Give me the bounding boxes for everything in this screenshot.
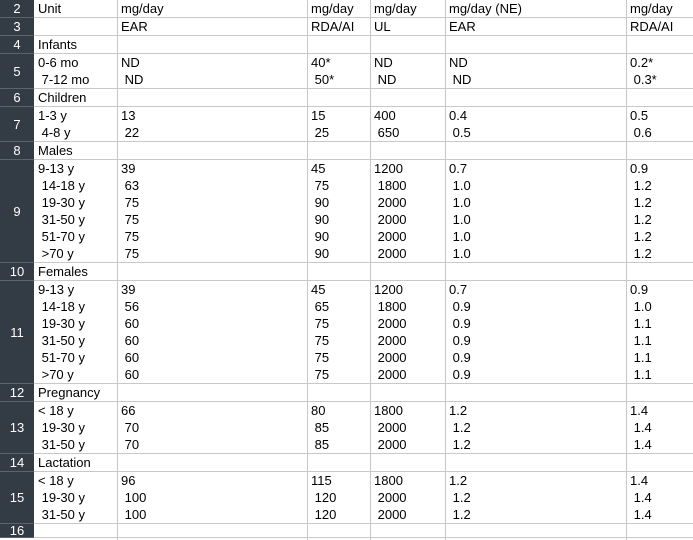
cell-niacin-rda-ai[interactable]: 1.4 (630, 473, 649, 488)
cell-unit[interactable]: 9-13 y (38, 282, 75, 297)
cell-niacin-ear[interactable] (446, 384, 627, 401)
cell-unit[interactable]: 19-30 y (38, 316, 85, 331)
cell-rda-ai[interactable]: 90 (311, 195, 330, 210)
cell-ul[interactable]: 2000 (374, 333, 407, 348)
cell-ear[interactable] (118, 89, 308, 106)
cell-ear[interactable]: ND (121, 55, 140, 70)
cell-niacin-rda-ai[interactable]: 0.5 (630, 108, 649, 123)
cell-niacin-rda-ai[interactable]: 1.2 (630, 246, 652, 261)
cell-ul[interactable]: 2000 (374, 437, 407, 452)
cell-niacin-ear[interactable]: 1.2 (449, 403, 468, 418)
cell-niacin-ear[interactable]: EAR (449, 19, 476, 34)
cell-niacin-ear[interactable]: 1.2 (449, 490, 471, 505)
cell-niacin-ear[interactable]: 0.9 (449, 350, 471, 365)
cell-unit[interactable]: >70 y (38, 246, 74, 261)
cell-unit[interactable]: Infants (38, 37, 78, 52)
cell-niacin-rda-ai[interactable] (627, 524, 693, 540)
cell-rda-ai[interactable]: 75 (311, 316, 330, 331)
cell-ul[interactable]: 2000 (374, 367, 407, 382)
cell-unit[interactable]: Males (38, 143, 73, 158)
cell-ear[interactable]: mg/day (121, 1, 164, 16)
cell-ear[interactable] (118, 263, 308, 280)
cell-rda-ai[interactable]: 45 (311, 161, 326, 176)
cell-niacin-ear[interactable] (446, 89, 627, 106)
cell-niacin-rda-ai[interactable]: RDA/AI (630, 19, 674, 34)
cell-unit[interactable]: Unit (38, 1, 62, 16)
row-header[interactable]: 3 (0, 18, 34, 36)
cell-ul[interactable] (371, 36, 446, 53)
cell-ul[interactable]: 2000 (374, 350, 407, 365)
column-gridline (117, 0, 118, 540)
cell-unit[interactable]: < 18 y (38, 473, 74, 488)
row-header[interactable]: 15 (0, 472, 34, 524)
cell-rda-ai[interactable]: 50* (311, 72, 335, 87)
cell-ul[interactable]: mg/day (374, 1, 417, 16)
cell-niacin-ear[interactable] (446, 36, 627, 53)
cell-rda-ai[interactable]: 85 (311, 420, 330, 435)
cell-ear[interactable]: 100 (121, 507, 147, 522)
cell-ul[interactable]: 1800 (374, 473, 403, 488)
cell-unit[interactable]: 51-70 y (38, 229, 85, 244)
cell-unit[interactable]: < 18 y (38, 403, 74, 418)
cell-niacin-rda-ai[interactable]: 1.2 (630, 178, 652, 193)
cell-unit[interactable]: 19-30 y (38, 420, 85, 435)
cell-niacin-rda-ai[interactable] (627, 454, 693, 471)
cell-ear[interactable] (118, 36, 308, 53)
cell-ul[interactable]: 2000 (374, 229, 407, 244)
cell-ear[interactable]: 39 (121, 161, 136, 176)
cell-niacin-rda-ai[interactable] (627, 384, 693, 401)
cell-rda-ai[interactable]: 45 (311, 282, 326, 297)
cell-ul[interactable]: ND (374, 72, 397, 87)
cell-niacin-ear[interactable]: 1.0 (449, 195, 471, 210)
cell-niacin-ear[interactable] (446, 454, 627, 471)
row-header[interactable]: 5 (0, 54, 34, 89)
cell-ear[interactable] (118, 454, 308, 471)
cell-rda-ai[interactable] (308, 36, 371, 53)
column-gridline (445, 0, 446, 540)
column-gridline (370, 0, 371, 540)
cell-ear[interactable]: 70 (121, 420, 140, 435)
cell-unit[interactable]: 0-6 mo (38, 55, 79, 70)
cell-niacin-ear[interactable]: 1.2 (449, 437, 471, 452)
cell-ul[interactable] (371, 524, 446, 540)
cell-ul[interactable]: 2000 (374, 507, 407, 522)
row-header[interactable]: 10 (0, 263, 34, 281)
cell-unit[interactable] (35, 18, 118, 35)
cell-ul[interactable] (371, 89, 446, 106)
cell-ul[interactable]: ND (374, 55, 393, 70)
column-gridline (626, 0, 627, 540)
column-gridline (307, 0, 308, 540)
cell-unit[interactable]: 1-3 y (38, 108, 67, 123)
cell-niacin-ear[interactable] (446, 263, 627, 280)
cell-ear[interactable]: 75 (121, 246, 140, 261)
cell-niacin-ear[interactable]: 0.9 (449, 367, 471, 382)
cell-rda-ai[interactable]: 40* (311, 55, 331, 70)
cell-ul[interactable]: 1200 (374, 161, 403, 176)
cell-rda-ai[interactable]: 25 (311, 125, 330, 140)
cell-rda-ai[interactable] (308, 263, 371, 280)
cell-unit[interactable]: Children (38, 90, 87, 105)
cell-unit[interactable]: 31-50 y (38, 333, 85, 348)
row-header[interactable]: 9 (0, 160, 34, 263)
cell-ul[interactable] (371, 142, 446, 159)
cell-rda-ai[interactable]: 120 (311, 507, 337, 522)
cell-ear[interactable] (118, 384, 308, 401)
cell-niacin-rda-ai[interactable]: 0.6 (630, 125, 652, 140)
row-header[interactable]: 6 (0, 89, 34, 107)
cell-ear[interactable]: 60 (121, 333, 140, 348)
cell-niacin-ear[interactable]: 1.0 (449, 178, 471, 193)
cell-niacin-rda-ai[interactable]: 1.1 (630, 367, 652, 382)
cell-niacin-rda-ai[interactable]: 1.2 (630, 229, 652, 244)
cell-unit[interactable]: 31-50 y (38, 437, 85, 452)
cell-unit[interactable]: 7-12 mo (38, 72, 90, 87)
cell-unit[interactable]: 19-30 y (38, 490, 85, 505)
cell-unit[interactable]: 51-70 y (38, 350, 85, 365)
cell-ul[interactable]: 1800 (374, 178, 407, 193)
cell-niacin-rda-ai[interactable] (627, 89, 693, 106)
cell-ear[interactable]: 75 (121, 195, 140, 210)
cell-ear[interactable]: 100 (121, 490, 147, 505)
cell-niacin-rda-ai[interactable]: 0.3* (630, 72, 657, 87)
cell-niacin-ear[interactable]: 0.9 (449, 299, 471, 314)
cell-niacin-rda-ai[interactable]: 1.4 (630, 403, 649, 418)
cell-ul[interactable] (371, 454, 446, 471)
cell-unit[interactable]: 4-8 y (38, 125, 71, 140)
cell-rda-ai[interactable] (308, 384, 371, 401)
cell-ear[interactable]: 66 (121, 403, 136, 418)
cell-ear[interactable]: 75 (121, 212, 140, 227)
cell-rda-ai[interactable]: mg/day (311, 1, 354, 16)
cell-unit[interactable]: Lactation (38, 455, 91, 470)
cell-niacin-rda-ai[interactable] (627, 263, 693, 280)
row-header[interactable]: 2 (0, 0, 34, 18)
cell-niacin-rda-ai[interactable]: 1.4 (630, 507, 652, 522)
cell-ear[interactable]: 96 (121, 473, 136, 488)
cell-niacin-ear[interactable]: 1.2 (449, 473, 468, 488)
cell-niacin-rda-ai[interactable]: 1.1 (630, 316, 652, 331)
row-header[interactable]: 4 (0, 36, 34, 54)
cell-niacin-rda-ai[interactable]: 1.2 (630, 195, 652, 210)
cell-unit[interactable]: 31-50 y (38, 507, 85, 522)
cell-niacin-ear[interactable]: 0.7 (449, 282, 468, 297)
cell-rda-ai[interactable] (308, 524, 371, 540)
cell-niacin-ear[interactable]: 1.0 (449, 212, 471, 227)
row-header[interactable]: 12 (0, 384, 34, 402)
cell-ul[interactable]: 2000 (374, 316, 407, 331)
cell-rda-ai[interactable] (308, 142, 371, 159)
cell-niacin-ear[interactable]: 0.5 (449, 125, 471, 140)
cell-rda-ai[interactable]: 90 (311, 246, 330, 261)
cell-niacin-ear[interactable]: mg/day (NE) (449, 1, 522, 16)
cell-ul[interactable]: 2000 (374, 490, 407, 505)
cell-ear[interactable]: 56 (121, 299, 140, 314)
cell-niacin-rda-ai[interactable]: 0.9 (630, 282, 649, 297)
cell-niacin-ear[interactable] (446, 524, 627, 540)
cell-niacin-rda-ai[interactable]: 0.2* (630, 55, 654, 70)
cell-niacin-ear[interactable]: 0.4 (449, 108, 468, 123)
cell-rda-ai[interactable]: 65 (311, 299, 330, 314)
cell-niacin-ear[interactable]: 0.9 (449, 333, 471, 348)
cell-unit[interactable]: 19-30 y (38, 195, 85, 210)
cell-niacin-rda-ai[interactable]: mg/day (630, 1, 673, 16)
cell-unit[interactable]: 14-18 y (38, 178, 85, 193)
cell-niacin-rda-ai[interactable] (627, 36, 693, 53)
cell-ear[interactable]: 75 (121, 229, 140, 244)
cell-ul[interactable] (371, 263, 446, 280)
cell-rda-ai[interactable]: 75 (311, 333, 330, 348)
cell-ear[interactable] (118, 524, 308, 540)
cell-niacin-ear[interactable] (446, 142, 627, 159)
cell-ul[interactable] (371, 384, 446, 401)
cell-unit[interactable]: Pregnancy (38, 385, 101, 400)
cell-ear[interactable]: 60 (121, 367, 140, 382)
cell-ul[interactable]: 400 (374, 108, 396, 123)
cell-niacin-ear[interactable]: ND (449, 72, 472, 87)
cell-ear[interactable]: 22 (121, 125, 140, 140)
cell-niacin-ear[interactable]: 1.2 (449, 507, 471, 522)
cell-rda-ai[interactable]: RDA/AI (311, 19, 355, 34)
cell-niacin-rda-ai[interactable]: 1.2 (630, 212, 652, 227)
cell-rda-ai[interactable]: 115 (311, 473, 332, 488)
row-header[interactable]: 11 (0, 281, 34, 384)
cell-rda-ai[interactable]: 15 (311, 108, 326, 123)
cell-ul[interactable]: UL (374, 19, 391, 34)
cell-niacin-rda-ai[interactable]: 0.9 (630, 161, 649, 176)
row-header[interactable]: 14 (0, 454, 34, 472)
cell-niacin-rda-ai[interactable]: 1.0 (630, 299, 652, 314)
cell-rda-ai[interactable]: 90 (311, 229, 330, 244)
cell-ear[interactable]: 60 (121, 350, 140, 365)
cell-niacin-ear[interactable]: 1.0 (449, 229, 471, 244)
cell-niacin-rda-ai[interactable]: 1.1 (630, 350, 652, 365)
cell-unit[interactable]: 14-18 y (38, 299, 85, 314)
cell-ul[interactable]: 2000 (374, 420, 407, 435)
cell-ul[interactable]: 2000 (374, 212, 407, 227)
cell-ear[interactable] (118, 142, 308, 159)
cell-ear[interactable]: ND (121, 72, 144, 87)
row-header[interactable]: 16 (0, 524, 34, 538)
cell-ul[interactable]: 1200 (374, 282, 403, 297)
cell-niacin-rda-ai[interactable]: 1.4 (630, 490, 652, 505)
cell-rda-ai[interactable]: 75 (311, 350, 330, 365)
cell-niacin-ear[interactable]: ND (449, 55, 468, 70)
cell-ul[interactable]: 1800 (374, 299, 407, 314)
cell-rda-ai[interactable]: 120 (311, 490, 337, 505)
cell-rda-ai[interactable] (308, 454, 371, 471)
cell-ear[interactable]: 13 (121, 108, 136, 123)
cell-niacin-ear[interactable]: 0.7 (449, 161, 468, 176)
cell-unit[interactable]: 9-13 y (38, 161, 75, 176)
cell-rda-ai[interactable]: 75 (311, 178, 330, 193)
cell-niacin-rda-ai[interactable]: 1.1 (630, 333, 652, 348)
cell-unit[interactable]: Females (38, 264, 88, 279)
cell-niacin-ear[interactable]: 1.2 (449, 420, 471, 435)
cell-ear[interactable]: EAR (121, 19, 148, 34)
cell-ear[interactable]: 63 (121, 178, 140, 193)
cell-niacin-rda-ai[interactable] (627, 142, 693, 159)
cell-ear[interactable]: 70 (121, 437, 140, 452)
row-header[interactable]: 8 (0, 142, 34, 160)
cell-rda-ai[interactable] (308, 89, 371, 106)
cell-ear[interactable]: 39 (121, 282, 136, 297)
cell-ul[interactable]: 2000 (374, 195, 407, 210)
cell-rda-ai[interactable]: 75 (311, 367, 330, 382)
cell-niacin-ear[interactable]: 1.0 (449, 246, 471, 261)
cell-unit[interactable]: >70 y (38, 367, 74, 382)
row-header[interactable]: 13 (0, 402, 34, 454)
cell-ul[interactable]: 2000 (374, 246, 407, 261)
cell-ear[interactable]: 60 (121, 316, 140, 331)
cell-ul[interactable]: 1800 (374, 403, 403, 418)
cell-niacin-ear[interactable]: 0.9 (449, 316, 471, 331)
cell-niacin-rda-ai[interactable]: 1.4 (630, 420, 652, 435)
cell-rda-ai[interactable]: 80 (311, 403, 326, 418)
cell-unit[interactable]: 31-50 y (38, 212, 85, 227)
row-header[interactable]: 7 (0, 107, 34, 142)
cell-rda-ai[interactable]: 90 (311, 212, 330, 227)
cell-unit[interactable] (35, 524, 118, 540)
cell-niacin-rda-ai[interactable]: 1.4 (630, 437, 652, 452)
cell-rda-ai[interactable]: 85 (311, 437, 330, 452)
cell-ul[interactable]: 650 (374, 125, 400, 140)
